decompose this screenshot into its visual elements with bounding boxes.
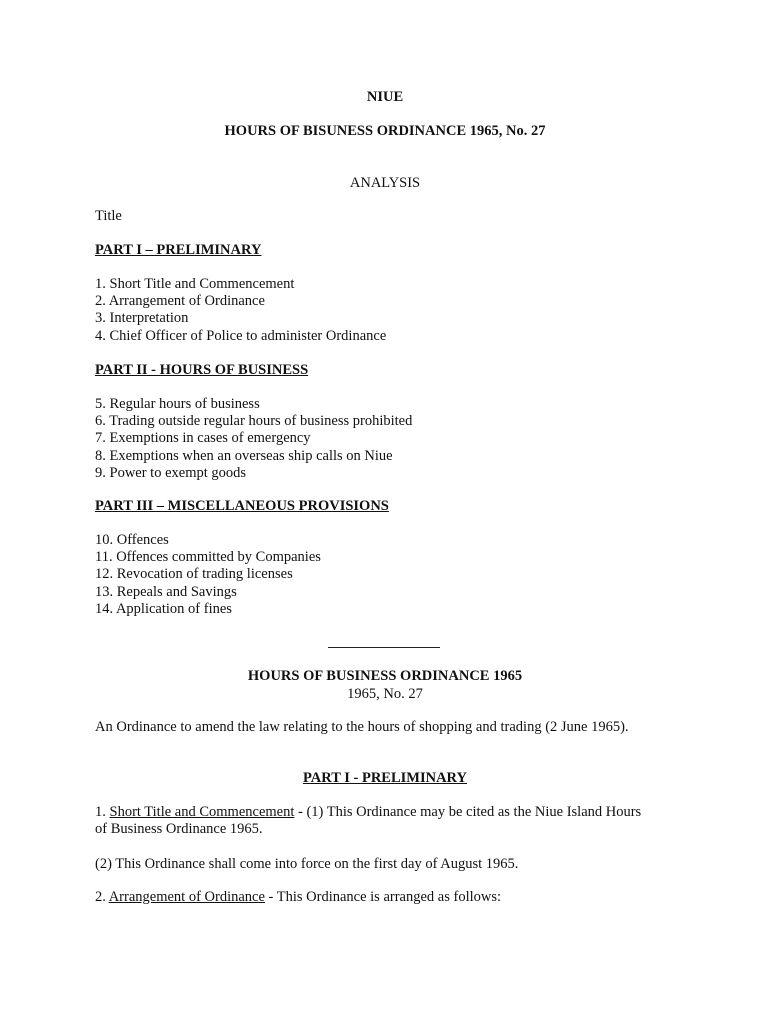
ordinance-number: 1965, No. 27 bbox=[347, 686, 423, 702]
country-heading: NIUE bbox=[366, 89, 404, 105]
toc-part1-list bbox=[95, 276, 386, 345]
section-divider bbox=[328, 647, 440, 648]
toc-item: 2. Arrangement of Ordinance bbox=[95, 293, 265, 310]
toc-item: 3. Interpretation bbox=[95, 310, 189, 327]
toc-item: 14. Application of fines bbox=[95, 600, 232, 617]
toc-item: 11. Offences committed by Companies bbox=[95, 549, 321, 566]
part1-heading: PART I - PRELIMINARY bbox=[303, 770, 467, 786]
section-2 bbox=[95, 889, 655, 906]
toc-item: 8. Exemptions when an overseas ship calls on Niue bbox=[95, 447, 393, 464]
toc-item: 5. Regular hours of business bbox=[95, 396, 260, 412]
toc-part3-heading: PART III – MISCELLANEOUS PROVISIONS bbox=[95, 498, 389, 514]
analysis-heading: ANALYSIS bbox=[349, 175, 421, 191]
section-1-number: 1. bbox=[95, 804, 110, 820]
section-1-heading: Short Title and Commencement bbox=[109, 804, 295, 820]
section-1-subsection-2: (2) This Ordinance shall come into force on the first day of August 1965. bbox=[95, 856, 519, 872]
section-2-number: 2. bbox=[95, 889, 109, 905]
toc-item: 1. Short Title and Commencement bbox=[95, 276, 295, 292]
toc-item: 12. Revocation of trading licenses bbox=[95, 566, 293, 583]
toc-part2-heading: PART II - HOURS OF BUSINESS bbox=[95, 362, 309, 378]
toc-part2-list bbox=[95, 396, 412, 482]
toc-item: 7. Exemptions in cases of emergency bbox=[95, 430, 311, 447]
title-label: Title bbox=[95, 208, 122, 224]
toc-item: 13. Repeals and Savings bbox=[95, 583, 237, 600]
toc-part3-list bbox=[95, 532, 321, 618]
section-2-heading: Arrangement of Ordinance bbox=[108, 889, 265, 905]
section-2-text: - This Ordinance is arranged as follows: bbox=[264, 889, 502, 905]
toc-item: 9. Power to exempt goods bbox=[95, 464, 247, 481]
toc-item: 6. Trading outside regular hours of business prohibited bbox=[95, 413, 413, 430]
toc-item: 10. Offences bbox=[95, 532, 169, 548]
toc-item: 4. Chief Officer of Police to administer Ordinance bbox=[95, 327, 387, 344]
toc-part1-heading: PART I – PRELIMINARY bbox=[95, 242, 262, 258]
document-title: HOURS OF BISUNESS ORDINANCE 1965, No. 27 bbox=[224, 123, 546, 139]
preamble: An Ordinance to amend the law relating to the hours of shopping and trading (2 June 1965). bbox=[95, 719, 629, 735]
section-1-text: - (1) This Ordinance may be cited as the Niue Island Hours of Business Ordinance 1965. bbox=[95, 804, 642, 837]
ordinance-title: HOURS OF BUSINESS ORDINANCE 1965 bbox=[247, 668, 523, 684]
section-1 bbox=[95, 804, 655, 838]
